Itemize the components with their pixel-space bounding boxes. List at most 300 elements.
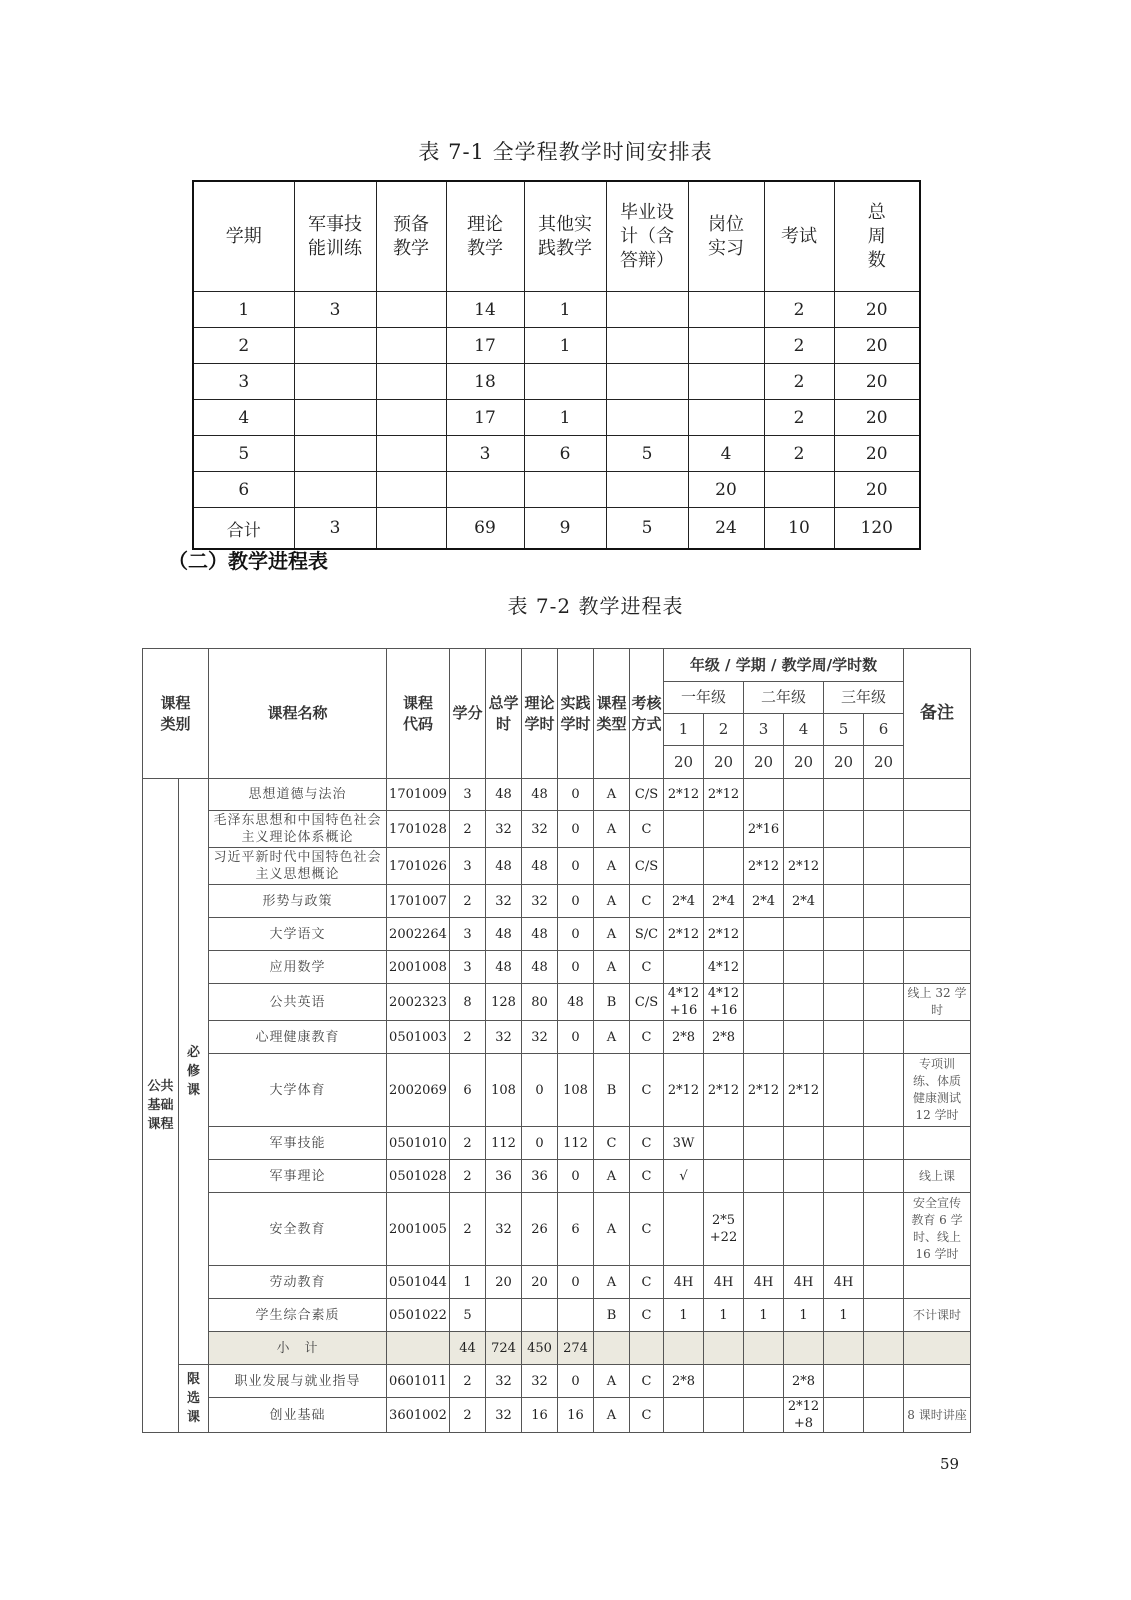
course-assessment: C	[630, 1299, 664, 1332]
course-type: A	[594, 951, 630, 984]
table1-cell	[376, 400, 446, 436]
course-practice-hours: 48	[558, 984, 594, 1021]
header-remarks: 备注	[904, 649, 971, 779]
course-credit: 3	[450, 918, 486, 951]
course-row	[143, 951, 971, 984]
semester-hours	[664, 848, 704, 885]
semester-hours	[824, 1398, 864, 1433]
course-type: A	[594, 1398, 630, 1433]
semester-hours	[784, 1021, 824, 1054]
subtotal-empty	[864, 1332, 904, 1365]
semester-hours	[744, 918, 784, 951]
course-name: 毛泽东思想和中国特色社会 主义理论体系概论	[209, 811, 387, 848]
course-assessment: C	[630, 1127, 664, 1160]
subtotal-practice-hours: 274	[558, 1332, 594, 1365]
course-type: A	[594, 779, 630, 811]
semester-hours: 2*12	[704, 918, 744, 951]
category-required: 必 修 课	[179, 779, 209, 1365]
course-type: B	[594, 1054, 630, 1127]
course-row	[143, 984, 971, 1021]
subtotal-empty	[594, 1332, 630, 1365]
course-total-hours: 32	[486, 1193, 522, 1266]
course-remark	[904, 1266, 971, 1299]
course-practice-hours: 0	[558, 848, 594, 885]
course-row	[143, 1021, 971, 1054]
table1-cell: 6	[524, 436, 606, 472]
semester-hours	[864, 1266, 904, 1299]
semester-hours	[824, 984, 864, 1021]
course-practice-hours: 0	[558, 811, 594, 848]
table1-cell: 3	[294, 292, 376, 328]
semester-hours	[744, 1127, 784, 1160]
course-practice-hours: 0	[558, 1266, 594, 1299]
course-practice-hours: 0	[558, 918, 594, 951]
course-practice-hours	[558, 1299, 594, 1332]
semester-hours: 1	[784, 1299, 824, 1332]
header-weeks: 20	[744, 746, 784, 779]
semester-hours	[824, 1021, 864, 1054]
course-credit: 1	[450, 1266, 486, 1299]
course-code: 1701028	[387, 811, 450, 848]
semester-hours: 2*8	[664, 1365, 704, 1398]
header-total-hours: 总学 时	[486, 649, 522, 779]
semester-hours	[824, 885, 864, 918]
course-assessment: C/S	[630, 848, 664, 885]
table1-cell: 3	[294, 508, 376, 550]
course-credit: 2	[450, 1160, 486, 1193]
semester-hours	[864, 848, 904, 885]
semester-hours	[864, 1398, 904, 1433]
semester-hours	[824, 779, 864, 811]
course-credit: 2	[450, 1193, 486, 1266]
course-row	[143, 885, 971, 918]
table1-cell: 10	[764, 508, 834, 550]
course-theory-hours	[522, 1299, 558, 1332]
table1-header-cell: 总 周 数	[834, 181, 920, 292]
table1-cell: 2	[193, 328, 294, 364]
course-name: 军事理论	[209, 1160, 387, 1193]
course-theory-hours: 80	[522, 984, 558, 1021]
table1-cell: 6	[193, 472, 294, 508]
table1-cell: 20	[834, 328, 920, 364]
semester-hours	[824, 1127, 864, 1160]
semester-hours: 2*4	[744, 885, 784, 918]
semester-hours	[864, 779, 904, 811]
semester-hours: 2*4	[704, 885, 744, 918]
semester-hours: 2*4	[784, 885, 824, 918]
course-name: 军事技能	[209, 1127, 387, 1160]
course-row	[143, 1127, 971, 1160]
semester-hours	[704, 811, 744, 848]
course-practice-hours: 0	[558, 1160, 594, 1193]
course-remark	[904, 1365, 971, 1398]
course-theory-hours: 36	[522, 1160, 558, 1193]
course-credit: 2	[450, 811, 486, 848]
course-type: A	[594, 811, 630, 848]
header-semester: 6	[864, 714, 904, 746]
table1-cell	[376, 472, 446, 508]
semester-hours	[664, 1193, 704, 1266]
semester-hours	[784, 984, 824, 1021]
table1-cell: 20	[834, 364, 920, 400]
table1-cell: 5	[606, 508, 688, 550]
table1-cell: 9	[524, 508, 606, 550]
teaching-time-table	[192, 180, 921, 550]
course-total-hours: 48	[486, 779, 522, 811]
semester-hours	[864, 1160, 904, 1193]
course-credit: 2	[450, 885, 486, 918]
course-code: 2002264	[387, 918, 450, 951]
semester-hours: 2*12	[744, 848, 784, 885]
table1-header-cell: 学期	[193, 181, 294, 292]
semester-hours	[864, 984, 904, 1021]
course-assessment: C	[630, 1365, 664, 1398]
semester-hours: 4H	[704, 1266, 744, 1299]
course-code: 2002323	[387, 984, 450, 1021]
table1-cell	[764, 472, 834, 508]
course-total-hours: 36	[486, 1160, 522, 1193]
section-heading: （二）教学进程表	[168, 549, 328, 573]
table1-cell: 17	[446, 400, 524, 436]
course-type: B	[594, 984, 630, 1021]
course-type: C	[594, 1127, 630, 1160]
semester-hours: √	[664, 1160, 704, 1193]
table1-cell: 2	[764, 436, 834, 472]
subtotal-empty	[784, 1332, 824, 1365]
subtotal-total-hours: 724	[486, 1332, 522, 1365]
semester-hours: 4*12	[704, 951, 744, 984]
course-remark	[904, 1127, 971, 1160]
course-row	[143, 1160, 971, 1193]
header-weeks: 20	[664, 746, 704, 779]
semester-hours	[704, 1160, 744, 1193]
course-assessment: C	[630, 811, 664, 848]
course-total-hours: 32	[486, 811, 522, 848]
course-code: 0601011	[387, 1365, 450, 1398]
course-total-hours	[486, 1299, 522, 1332]
course-assessment: C	[630, 1021, 664, 1054]
subtotal-code	[387, 1332, 450, 1365]
header-weeks: 20	[864, 746, 904, 779]
table1-cell: 120	[834, 508, 920, 550]
header-grade-1: 一年级	[664, 682, 744, 714]
table1-cell	[376, 436, 446, 472]
semester-hours	[744, 1365, 784, 1398]
course-total-hours: 48	[486, 848, 522, 885]
course-row	[143, 779, 971, 811]
header-semester: 2	[704, 714, 744, 746]
semester-hours	[744, 779, 784, 811]
course-code: 1701007	[387, 885, 450, 918]
header-weeks: 20	[824, 746, 864, 779]
course-name: 思想道德与法治	[209, 779, 387, 811]
course-practice-hours: 112	[558, 1127, 594, 1160]
course-assessment: C/S	[630, 779, 664, 811]
table1-cell	[294, 328, 376, 364]
subtotal-credit: 44	[450, 1332, 486, 1365]
semester-hours	[864, 1054, 904, 1127]
semester-hours	[664, 1398, 704, 1433]
header-practice-hours: 实践 学时	[558, 649, 594, 779]
semester-hours: 2*12	[664, 779, 704, 811]
semester-hours	[824, 848, 864, 885]
course-code: 2001008	[387, 951, 450, 984]
course-type: A	[594, 1021, 630, 1054]
course-theory-hours: 32	[522, 1021, 558, 1054]
table1-header-cell: 岗位 实习	[688, 181, 764, 292]
header-weeks: 20	[784, 746, 824, 779]
table1-cell	[606, 292, 688, 328]
course-row	[143, 1299, 971, 1332]
semester-hours: 1	[704, 1299, 744, 1332]
table1-cell: 69	[446, 508, 524, 550]
course-remark: 不计课时	[904, 1299, 971, 1332]
course-credit: 2	[450, 1365, 486, 1398]
course-name: 学生综合素质	[209, 1299, 387, 1332]
course-name: 公共英语	[209, 984, 387, 1021]
semester-hours	[704, 1398, 744, 1433]
semester-hours: 2*12 +8	[784, 1398, 824, 1433]
header-semester: 5	[824, 714, 864, 746]
course-theory-hours: 26	[522, 1193, 558, 1266]
subtotal-empty	[824, 1332, 864, 1365]
header-code: 课程 代码	[387, 649, 450, 779]
course-remark	[904, 885, 971, 918]
course-name: 习近平新时代中国特色社会 主义思想概论	[209, 848, 387, 885]
course-row	[143, 1054, 971, 1127]
course-name: 劳动教育	[209, 1266, 387, 1299]
course-practice-hours: 0	[558, 1365, 594, 1398]
table1-row	[193, 472, 920, 508]
table1-row	[193, 364, 920, 400]
course-credit: 2	[450, 1021, 486, 1054]
course-code: 2002069	[387, 1054, 450, 1127]
teaching-progress-table	[142, 648, 971, 1433]
semester-hours	[824, 1160, 864, 1193]
course-name: 应用数学	[209, 951, 387, 984]
subtotal-label: 小 计	[209, 1332, 387, 1365]
course-theory-hours: 0	[522, 1127, 558, 1160]
semester-hours	[864, 1127, 904, 1160]
table1-cell	[524, 364, 606, 400]
course-total-hours: 128	[486, 984, 522, 1021]
semester-hours	[824, 951, 864, 984]
table1-cell	[606, 400, 688, 436]
header-grade-2: 二年级	[744, 682, 824, 714]
semester-hours: 4*12 +16	[664, 984, 704, 1021]
table1-cell	[294, 472, 376, 508]
course-credit: 3	[450, 779, 486, 811]
semester-hours: 2*16	[744, 811, 784, 848]
course-row	[143, 811, 971, 848]
semester-hours: 2*8	[704, 1021, 744, 1054]
course-credit: 5	[450, 1299, 486, 1332]
course-code: 2001005	[387, 1193, 450, 1266]
course-type: A	[594, 848, 630, 885]
header-credit: 学分	[450, 649, 486, 779]
course-remark	[904, 1021, 971, 1054]
course-assessment: S/C	[630, 918, 664, 951]
semester-hours	[744, 1160, 784, 1193]
table1-cell: 4	[193, 400, 294, 436]
header-grade-3: 三年级	[824, 682, 904, 714]
table1-cell: 2	[764, 400, 834, 436]
subtotal-row	[143, 1332, 971, 1365]
table1-cell: 5	[606, 436, 688, 472]
header-name: 课程名称	[209, 649, 387, 779]
page-number: 59	[940, 1455, 960, 1473]
course-practice-hours: 0	[558, 885, 594, 918]
table1-header-cell: 理论 教学	[446, 181, 524, 292]
table1-cell: 18	[446, 364, 524, 400]
subtotal-empty	[744, 1332, 784, 1365]
semester-hours	[744, 984, 784, 1021]
course-row	[143, 918, 971, 951]
semester-hours: 2*8	[784, 1365, 824, 1398]
table1-cell: 1	[524, 292, 606, 328]
header-assessment: 考核 方式	[630, 649, 664, 779]
category-limited-elective: 限 选 课	[179, 1365, 209, 1433]
table1-cell	[524, 472, 606, 508]
header-theory-hours: 理论 学时	[522, 649, 558, 779]
course-row	[143, 848, 971, 885]
semester-hours	[864, 918, 904, 951]
semester-hours: 2*12	[664, 918, 704, 951]
course-code: 0501010	[387, 1127, 450, 1160]
course-remark	[904, 918, 971, 951]
table1-cell: 2	[764, 328, 834, 364]
course-assessment: C	[630, 1398, 664, 1433]
semester-hours	[824, 811, 864, 848]
course-name: 职业发展与就业指导	[209, 1365, 387, 1398]
course-theory-hours: 16	[522, 1398, 558, 1433]
table1-cell: 20	[834, 472, 920, 508]
course-credit: 3	[450, 848, 486, 885]
header-semester: 4	[784, 714, 824, 746]
table1-cell: 2	[764, 364, 834, 400]
table1-cell: 20	[834, 400, 920, 436]
course-assessment: C	[630, 1054, 664, 1127]
course-code: 0501003	[387, 1021, 450, 1054]
semester-hours: 2*8	[664, 1021, 704, 1054]
course-theory-hours: 32	[522, 811, 558, 848]
course-assessment: C	[630, 1193, 664, 1266]
semester-hours	[704, 848, 744, 885]
table1-cell	[294, 400, 376, 436]
course-type: A	[594, 885, 630, 918]
course-remark	[904, 779, 971, 811]
semester-hours	[824, 1193, 864, 1266]
course-code: 0501022	[387, 1299, 450, 1332]
semester-hours: 4H	[824, 1266, 864, 1299]
semester-hours	[744, 951, 784, 984]
semester-hours	[864, 811, 904, 848]
course-practice-hours: 0	[558, 951, 594, 984]
header-course-type: 课程 类型	[594, 649, 630, 779]
semester-hours	[784, 918, 824, 951]
semester-hours	[784, 1160, 824, 1193]
course-credit: 6	[450, 1054, 486, 1127]
semester-hours	[744, 1193, 784, 1266]
table1-cell	[688, 328, 764, 364]
table1-cell	[294, 436, 376, 472]
course-type: A	[594, 1193, 630, 1266]
semester-hours	[864, 885, 904, 918]
semester-hours	[864, 951, 904, 984]
course-assessment: C	[630, 951, 664, 984]
semester-hours	[704, 1365, 744, 1398]
table1-cell	[376, 508, 446, 550]
course-total-hours: 48	[486, 951, 522, 984]
table1-cell	[606, 472, 688, 508]
course-theory-hours: 32	[522, 885, 558, 918]
table1-row	[193, 400, 920, 436]
semester-hours: 4H	[664, 1266, 704, 1299]
course-type: A	[594, 1266, 630, 1299]
course-total-hours: 112	[486, 1127, 522, 1160]
semester-hours: 1	[744, 1299, 784, 1332]
semester-hours: 2*12	[784, 1054, 824, 1127]
semester-hours: 3W	[664, 1127, 704, 1160]
course-name: 大学体育	[209, 1054, 387, 1127]
course-total-hours: 32	[486, 1021, 522, 1054]
semester-hours	[664, 951, 704, 984]
semester-hours	[784, 1193, 824, 1266]
semester-hours	[824, 1054, 864, 1127]
course-code: 1701009	[387, 779, 450, 811]
course-credit: 8	[450, 984, 486, 1021]
table1-cell: 24	[688, 508, 764, 550]
course-code: 0501044	[387, 1266, 450, 1299]
semester-hours	[704, 1127, 744, 1160]
course-type: A	[594, 918, 630, 951]
semester-hours: 1	[664, 1299, 704, 1332]
table1-header-cell: 预备 教学	[376, 181, 446, 292]
subtotal-empty	[664, 1332, 704, 1365]
course-total-hours: 20	[486, 1266, 522, 1299]
course-name: 大学语文	[209, 918, 387, 951]
semester-hours: 2*5 +22	[704, 1193, 744, 1266]
table1-cell: 3	[446, 436, 524, 472]
subtotal-empty	[704, 1332, 744, 1365]
header-schedule: 年级 / 学期 / 教学周/学时数	[664, 649, 904, 682]
course-credit: 2	[450, 1127, 486, 1160]
semester-hours	[784, 779, 824, 811]
semester-hours	[744, 1021, 784, 1054]
semester-hours: 2*12	[664, 1054, 704, 1127]
table1-cell	[294, 364, 376, 400]
course-theory-hours: 32	[522, 1365, 558, 1398]
table1-cell	[688, 292, 764, 328]
course-total-hours: 32	[486, 1398, 522, 1433]
table1-header-cell: 毕业设 计（含 答辩）	[606, 181, 688, 292]
semester-hours: 2*4	[664, 885, 704, 918]
table1-header-cell: 军事技 能训练	[294, 181, 376, 292]
course-type: B	[594, 1299, 630, 1332]
course-assessment: C	[630, 1266, 664, 1299]
course-theory-hours: 20	[522, 1266, 558, 1299]
course-assessment: C	[630, 885, 664, 918]
semester-hours: 2*12	[704, 1054, 744, 1127]
course-type: A	[594, 1365, 630, 1398]
semester-hours: 2*12	[704, 779, 744, 811]
course-practice-hours: 6	[558, 1193, 594, 1266]
table1-cell: 4	[688, 436, 764, 472]
header-category: 课程 类别	[143, 649, 209, 779]
table1-cell: 14	[446, 292, 524, 328]
table1-cell	[606, 364, 688, 400]
course-theory-hours: 0	[522, 1054, 558, 1127]
